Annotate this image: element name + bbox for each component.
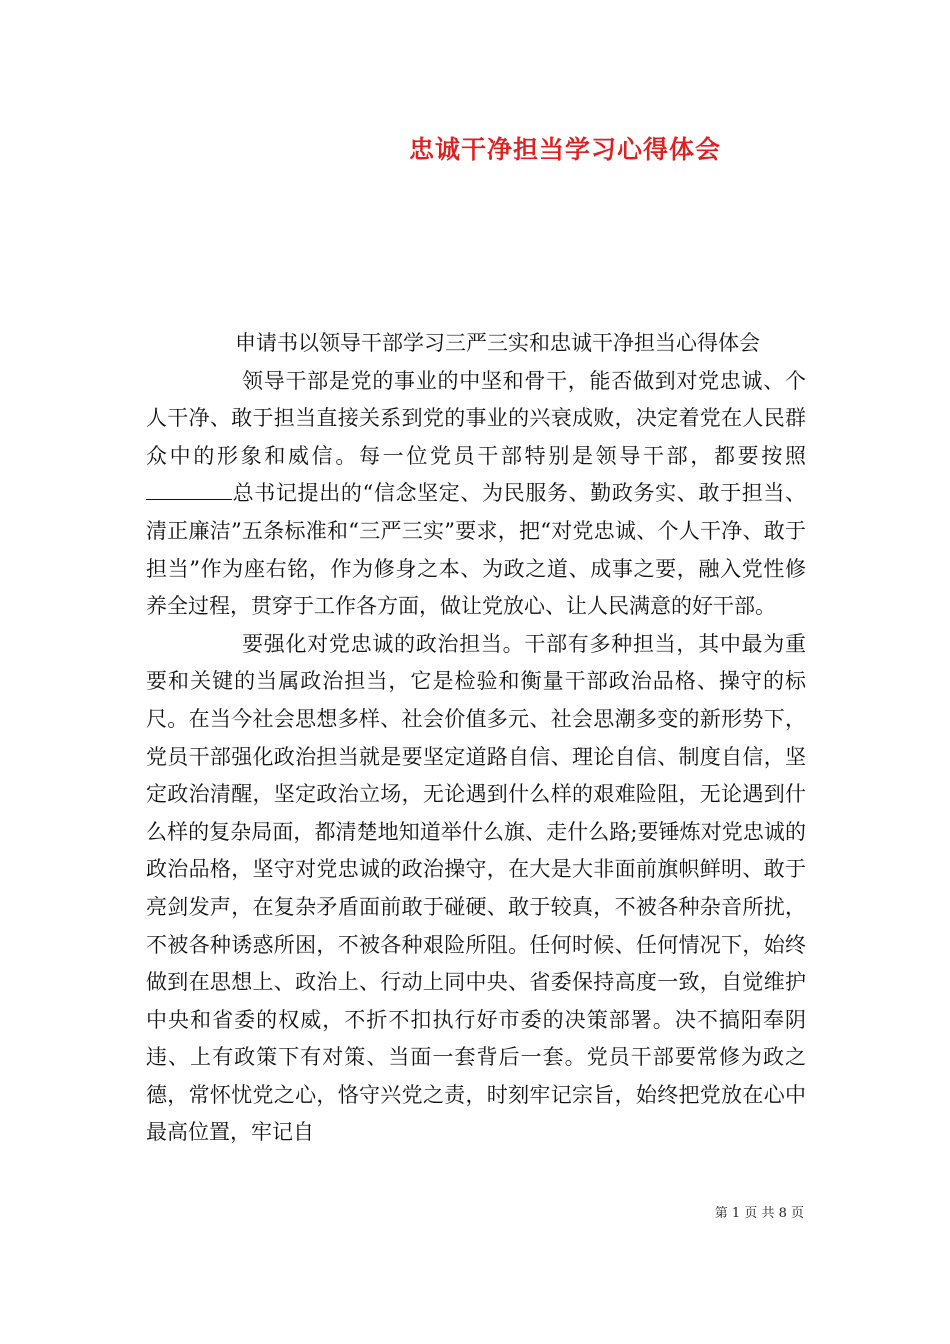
paragraph-2: 要强化对党忠诚的政治担当。干部有多种担当，其中最为重要和关键的当属政治担当，它是检验和衡量干部政治品格、操守的标尺。在当今社会思想多样、社会价值多元、社会思潮多变的新形势下，党员干部强化政治担当就是要坚定道路自信、理论自信、制度自信，坚定政治清醒，坚定政治立场，无论遇到什么样的艰难险阻，无论遇到什么样的复杂局面，都清楚地知道举什么旗、走什么路;要锤炼对党忠诚的政治品格，坚守对党忠诚的政治操守，在大是大非面前旗帜鲜明、敢于亮剑发声，在复杂矛盾面前敢于碰硬、敢于较真，不被各种杂音所扰，不被各种诱惑所困，不被各种艰险所阻。任何时候、任何情况下，始终做到在思想上、政治上、行动上同中央、省委保持高度一致，自觉维护中央和省委的权威，不折不扣执行好市委的决策部署。决不搞阳奉阴违、上有政策下有对策、当面一套背后一套。党员干部要常修为政之德，常怀忧党之心，恪守兴党之责，时刻牢记宗旨，始终把党放在心中最高位置，牢记自 (146, 631, 806, 1145)
document-title: 忠诚干净担当学习心得体会 (408, 135, 721, 164)
paragraph-1-part-2: 总书记提出的“信念坚定、为民服务、勤政务实、敢于担当、清正廉洁”五条标准和“三严三实”要求，把“对党忠诚、个人干净、敢于担当”作为座右铭，作为修身之本、为政之道、成事之要，融入党性修养全过程，贯穿于工作各方面，做让党放心、让人民满意的好干部。 (146, 481, 806, 619)
document-subtitle: 申请书以领导干部学习三严三实和忠诚干净担当心得体会 (235, 331, 760, 355)
page-number: 第 1 页 共 8 页 (714, 1206, 804, 1221)
document-body (146, 325, 806, 1152)
paragraph-1-part-1: 领导干部是党的事业的中坚和骨干，能否做到对党忠诚、个人干净、敢于担当直接关系到党的事业的兴衰成败，决定着党在人民群众中的形象和威信。每一位党员干部特别是领导干部，都要按照 (146, 368, 806, 468)
blank-underline (146, 481, 232, 500)
paragraph-1 (146, 363, 806, 626)
